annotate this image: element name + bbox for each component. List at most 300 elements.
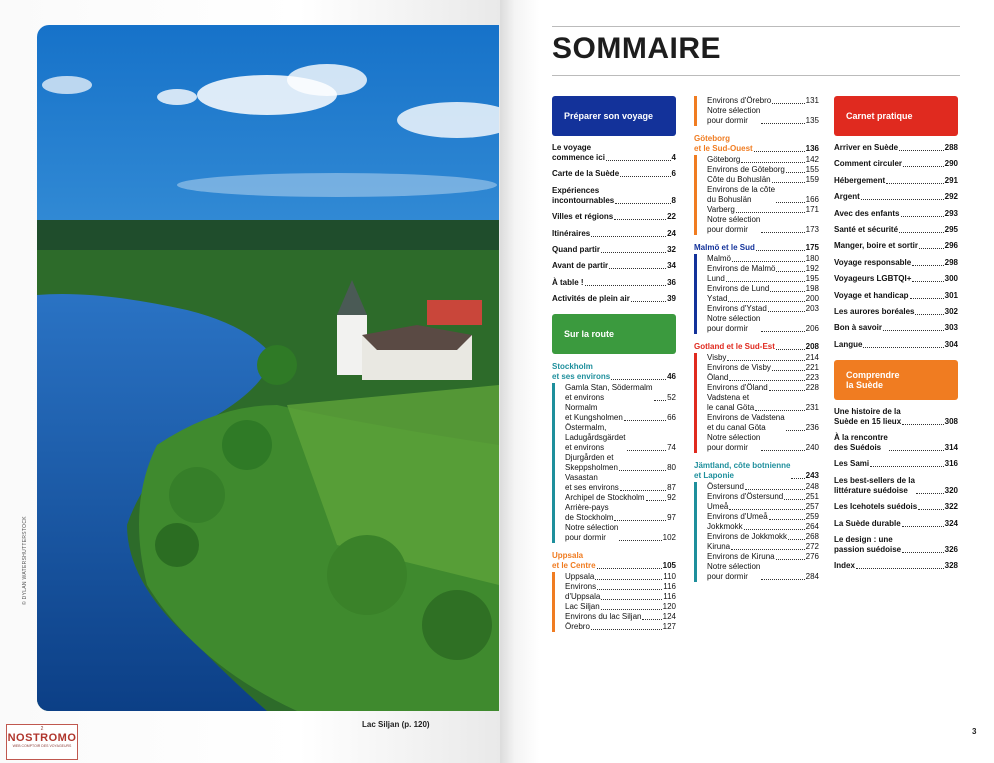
toc-entry[interactable] (707, 393, 819, 413)
toc-entry-title: Carte de la Suède (552, 169, 620, 179)
dot-leader (761, 123, 804, 124)
toc-entry[interactable] (834, 291, 958, 301)
toc-entry-page: 251 (805, 492, 819, 501)
dot-leader (791, 478, 804, 479)
toc-entry[interactable] (565, 612, 676, 622)
toc-entry[interactable] (834, 159, 958, 169)
section-heading-page: 243 (805, 471, 819, 480)
section-heading-page: 136 (805, 144, 819, 153)
toc-entry[interactable] (552, 212, 676, 222)
section-subentries (552, 383, 676, 543)
cover-photo-lake-siljan (37, 25, 499, 711)
toc-entry-page: 24 (667, 228, 676, 238)
dot-leader (620, 490, 666, 491)
toc-entry-title: À table ! (552, 277, 584, 287)
toc-entry-title: Comment circuler (834, 159, 903, 169)
toc-entry[interactable] (707, 165, 819, 175)
section-subentries (694, 155, 819, 235)
toc-entry-page: 22 (667, 212, 676, 222)
toc-entry[interactable] (565, 592, 676, 602)
toc-entry[interactable] (707, 215, 819, 235)
dot-leader (729, 509, 804, 510)
toc-entry[interactable] (565, 602, 676, 612)
dot-leader (620, 176, 670, 177)
toc-entry-title: Environs de Jokkmokk (707, 532, 788, 541)
toc-entry-title: Une histoire de la Suède en 15 lieux (834, 406, 902, 426)
dot-leader (756, 250, 805, 251)
toc-entry-title: Avec des enfants (834, 208, 900, 218)
toc-entry-title: Santé et sécurité (834, 224, 899, 234)
toc-entry-title: La Suède durable (834, 518, 901, 528)
toc-entry[interactable] (552, 245, 676, 255)
toc-entry-title: Notre sélection pour dormir (707, 215, 761, 234)
dot-leader (591, 629, 662, 630)
dot-leader (761, 450, 804, 451)
toc-entry[interactable] (834, 274, 958, 284)
toc-entry-title: Notre sélection pour dormir (707, 433, 761, 452)
dot-leader (856, 568, 944, 569)
toc-entry-page: 171 (805, 205, 819, 214)
toc-entry[interactable] (707, 304, 819, 314)
toc-entry[interactable] (707, 96, 819, 106)
toc-entry-title: Malmö (707, 254, 732, 263)
banner-preparer: Préparer son voyage (552, 96, 676, 136)
dot-leader (744, 529, 805, 530)
toc-entry-page: 195 (805, 274, 819, 283)
toc-entry[interactable] (834, 258, 958, 268)
section-heading[interactable] (552, 362, 676, 382)
toc-entry-page: 221 (805, 363, 819, 372)
toc-entry[interactable] (565, 503, 676, 523)
toc-entry-title: Uppsala (565, 572, 595, 582)
toc-entry[interactable] (834, 535, 958, 555)
toc-section-uppsala (552, 551, 676, 632)
toc-entry-page: 97 (667, 513, 676, 523)
dot-leader (889, 450, 944, 451)
toc-entry-page: 34 (667, 261, 676, 271)
toc-entry-title: Normalm et Kungsholmen (565, 403, 623, 423)
toc-entry-title: Voyage et handicap (834, 290, 909, 300)
dot-leader (614, 219, 666, 220)
toc-entry-page: 173 (805, 225, 819, 234)
toc-entry-page: 127 (662, 622, 676, 632)
dot-leader (601, 599, 662, 600)
toc-entry-title: Öland (707, 373, 729, 382)
dot-leader (601, 252, 666, 253)
toc-entry[interactable] (707, 205, 819, 215)
dot-leader (727, 360, 804, 361)
toc-column-1 (552, 96, 676, 632)
toc-list-comprendre (834, 407, 958, 572)
toc-entry-title: Vadstena et le canal Göta (707, 393, 755, 412)
toc-entry-title: Bon à savoir (834, 323, 883, 333)
toc-entry-title: Notre sélection pour dormir (707, 106, 761, 125)
dot-leader (609, 268, 666, 269)
toc-entry-title: Côte du Bohuslän (707, 175, 771, 184)
dot-leader (591, 236, 666, 237)
toc-entry-page: 295 (944, 224, 958, 234)
toc-entry[interactable] (707, 175, 819, 185)
toc-entry-title: Manger, boire et sortir (834, 241, 919, 251)
toc-entry[interactable] (834, 519, 958, 529)
toc-entry-page: 257 (805, 502, 819, 511)
toc-entry[interactable] (707, 314, 819, 334)
toc-entry-title: Environs de Visby (707, 363, 771, 372)
toc-entry-title: Index (834, 561, 855, 571)
dot-leader (903, 166, 944, 167)
toc-entry[interactable] (552, 278, 676, 288)
toc-entry-title: Notre sélection pour dormir (707, 562, 761, 581)
dot-leader (606, 160, 671, 161)
toc-entry-title: Umeå (707, 502, 729, 511)
toc-entry-page: 290 (944, 159, 958, 169)
toc-entry-page: 291 (944, 175, 958, 185)
dot-leader (761, 331, 804, 332)
toc-entry-title: Jokkmokk (707, 522, 743, 531)
toc-entry[interactable] (565, 572, 676, 582)
toc-entry-page: 328 (944, 561, 958, 571)
dot-leader (728, 301, 804, 302)
toc-entry[interactable] (565, 473, 676, 493)
page-title: SOMMAIRE (552, 32, 721, 65)
toc-entry[interactable] (707, 562, 819, 582)
toc-entry-page: 102 (662, 533, 676, 543)
toc-entry-page: 203 (805, 304, 819, 313)
toc-entry-page: 326 (944, 545, 958, 555)
toc-entry-page: 52 (667, 393, 676, 403)
dot-leader (761, 232, 804, 233)
toc-entry[interactable] (707, 106, 819, 126)
toc-entry-title: Environs de Lund (707, 284, 770, 293)
toc-entry-page: 314 (944, 443, 958, 453)
toc-entry[interactable] (552, 169, 676, 179)
toc-entry-page: 200 (805, 294, 819, 303)
toc-entry[interactable] (834, 561, 958, 571)
toc-entry-page: 155 (805, 165, 819, 174)
toc-entry[interactable] (707, 373, 819, 383)
dot-leader (912, 281, 943, 282)
dot-leader (595, 579, 662, 580)
toc-entry-page: 292 (944, 192, 958, 202)
toc-entry[interactable] (834, 192, 958, 202)
toc-entry[interactable] (834, 209, 958, 219)
dot-leader (916, 493, 944, 494)
toc-entry-page: 87 (667, 483, 676, 493)
toc-entry-page: 120 (662, 602, 676, 612)
toc-section-malmo (694, 243, 819, 334)
dot-leader (899, 150, 944, 151)
toc-entry[interactable] (552, 261, 676, 271)
dot-leader (585, 285, 667, 286)
toc-entry-title: Le design : une passion suédoise (834, 535, 902, 555)
section-heading-page: 46 (667, 372, 676, 382)
toc-entry-title: Langue (834, 339, 863, 349)
toc-entry[interactable] (707, 522, 819, 532)
toc-entry[interactable] (707, 502, 819, 512)
dot-leader (918, 509, 944, 510)
toc-entry[interactable] (834, 323, 958, 333)
dot-leader (910, 298, 944, 299)
dot-leader (611, 379, 666, 380)
toc-entry-page: 304 (944, 339, 958, 349)
toc-entry-title: Örebro (565, 622, 590, 632)
toc-entry-page: 116 (663, 592, 676, 602)
toc-entry-page: 276 (805, 552, 819, 561)
toc-entry-title: Varberg (707, 205, 735, 214)
logo-tagline: WEB COMPTOIR DES VOYAGEURS (12, 744, 72, 748)
toc-entry-page: 322 (944, 502, 958, 512)
toc-section-jamtland (694, 461, 819, 582)
toc-entry[interactable] (565, 383, 676, 403)
toc-entry-title: Environs (565, 582, 597, 592)
toc-entry-title: Gamla Stan, Södermalm et environs (565, 383, 653, 403)
toc-entry-title: Östermalm, Ladugårdsgärdet et environs (565, 423, 626, 453)
toc-column-2 (694, 96, 819, 582)
section-heading-title: Stockholm et ses environs (552, 362, 611, 382)
toc-entry[interactable] (707, 264, 819, 274)
dot-leader (627, 450, 667, 451)
toc-entry-title: Les aurores boréales (834, 306, 915, 316)
toc-entry[interactable] (565, 523, 676, 543)
toc-entry-page: 80 (667, 463, 676, 473)
toc-entry[interactable] (834, 241, 958, 251)
toc-entry-page: 316 (944, 459, 958, 469)
dot-leader (597, 568, 662, 569)
dot-leader (745, 489, 805, 490)
toc-entry-title: Voyage responsable (834, 257, 912, 267)
toc-continued-list (694, 96, 819, 126)
toc-entry[interactable] (707, 155, 819, 165)
title-bar (552, 26, 960, 76)
toc-entry[interactable] (834, 307, 958, 317)
section-subentries (694, 353, 819, 453)
dot-leader (863, 347, 943, 348)
dot-leader (912, 265, 943, 266)
section-heading[interactable] (694, 243, 819, 253)
section-heading[interactable] (694, 342, 819, 352)
dot-leader (614, 520, 666, 521)
toc-entry-page: 301 (944, 290, 958, 300)
dot-leader (654, 400, 667, 401)
dot-leader (776, 202, 805, 203)
dot-leader (755, 410, 805, 411)
dot-leader (624, 420, 666, 421)
toc-list-carnet (834, 143, 958, 350)
toc-entry[interactable] (552, 294, 676, 304)
toc-entry-page: 284 (805, 572, 819, 581)
toc-entry[interactable] (552, 186, 676, 206)
dot-leader (786, 172, 805, 173)
toc-entry[interactable] (707, 254, 819, 264)
toc-entry-page: 36 (667, 277, 676, 287)
toc-entry-page: 206 (805, 324, 819, 333)
toc-entry[interactable] (707, 284, 819, 294)
toc-entry-page: 135 (805, 116, 819, 125)
left-page-number: 2 (40, 726, 44, 732)
dot-leader (741, 162, 804, 163)
toc-entry[interactable] (707, 532, 819, 542)
toc-entry-page: 92 (667, 493, 676, 503)
toc-entry-page: 39 (667, 294, 676, 304)
toc-entry-title: Notre sélection pour dormir (565, 523, 619, 543)
section-subentries (552, 572, 676, 632)
toc-entry[interactable] (707, 294, 819, 304)
dot-leader (902, 552, 944, 553)
toc-entry-page: 288 (944, 143, 958, 152)
toc-entry[interactable] (707, 383, 819, 393)
dot-leader (915, 314, 943, 315)
toc-entry-page: 116 (663, 582, 676, 592)
section-heading-title: Gotland et le Sud-Est (694, 342, 775, 351)
toc-entry[interactable] (707, 274, 819, 284)
toc-entry[interactable] (552, 143, 676, 163)
dot-leader (919, 248, 944, 249)
toc-entry-title: Environs d'Östersund (707, 492, 784, 501)
toc-entry-title: Ystad (707, 294, 728, 303)
toc-entry[interactable] (707, 363, 819, 373)
toc-entry[interactable] (565, 493, 676, 503)
section-heading[interactable] (694, 461, 819, 481)
toc-entry[interactable] (565, 423, 676, 453)
toc-entry-title: Environs de Vadstena et du canal Göta (707, 413, 785, 432)
toc-entry-title: Itinéraires (552, 228, 591, 238)
toc-entry-page: 248 (805, 482, 819, 491)
nostromo-logo (6, 724, 78, 760)
dot-leader (754, 151, 805, 152)
section-heading[interactable] (552, 551, 676, 571)
toc-entry-page: 214 (805, 353, 819, 362)
section-heading-page: 105 (662, 561, 676, 571)
toc-list-preparer (552, 143, 676, 304)
dot-leader (776, 349, 805, 350)
toc-entry-title: Environs d'Ystad (707, 304, 767, 313)
dot-leader (769, 519, 805, 520)
toc-entry-page: 180 (805, 254, 819, 263)
toc-column-3 (834, 96, 958, 578)
toc-entry-page: 66 (667, 413, 676, 423)
toc-entry-page: 236 (805, 423, 819, 432)
toc-entry[interactable] (565, 582, 676, 592)
toc-entry[interactable] (834, 433, 958, 453)
toc-entry-title: Les Sami (834, 459, 870, 469)
toc-entry-title: Kiruna (707, 542, 731, 551)
toc-entry[interactable] (707, 542, 819, 552)
toc-entry-page: 268 (805, 532, 819, 541)
toc-entry-title: Argent (834, 192, 860, 202)
dot-leader (772, 103, 804, 104)
toc-entry[interactable] (707, 482, 819, 492)
toc-entry-page: 223 (805, 373, 819, 382)
section-heading-title: Uppsala et le Centre (552, 551, 596, 571)
toc-entry[interactable] (707, 512, 819, 522)
toc-entry-page: 296 (944, 241, 958, 251)
toc-entry-title: Visby (707, 353, 727, 362)
toc-entry-title: Notre sélection pour dormir (707, 314, 761, 333)
toc-entry-title: Environs d'Örebro (707, 96, 772, 105)
toc-entry-page: 8 (671, 195, 676, 205)
toc-entry[interactable] (834, 502, 958, 512)
toc-entry[interactable] (834, 340, 958, 350)
toc-entry-page: 240 (805, 443, 819, 452)
toc-entry[interactable] (707, 185, 819, 205)
toc-entry-page: 298 (944, 257, 958, 267)
dot-leader (768, 311, 805, 312)
toc-entry-page: 228 (805, 383, 819, 392)
toc-entry[interactable] (834, 225, 958, 235)
toc-entry[interactable] (707, 353, 819, 363)
toc-entry[interactable] (707, 552, 819, 562)
dot-leader (902, 526, 944, 527)
toc-entry-title: Hébergement (834, 175, 886, 185)
dot-leader (732, 261, 805, 262)
toc-entry-page: 320 (944, 485, 958, 495)
toc-entry-title: Göteborg (707, 155, 741, 164)
toc-entry-page: 192 (805, 264, 819, 273)
dot-leader (631, 301, 666, 302)
toc-entry[interactable] (834, 176, 958, 186)
dot-leader (772, 182, 805, 183)
toc-entry-title: Arriver en Suède (834, 143, 899, 152)
toc-entry-page: 32 (667, 244, 676, 254)
dot-leader (619, 470, 666, 471)
dot-leader (784, 499, 804, 500)
toc-entry[interactable] (565, 403, 676, 423)
toc-entry-title: À la rencontre des Suédois (834, 433, 888, 453)
toc-entry-page: 300 (944, 274, 958, 284)
toc-entry-page: 131 (805, 96, 819, 105)
toc-entry-title: Environs d'Umeå (707, 512, 768, 521)
dot-leader (601, 609, 662, 610)
toc-entry-title: Les best-sellers de la littérature suédoise (834, 475, 915, 495)
toc-entry-page: 166 (805, 195, 819, 204)
section-heading-title: Göteborg et le Sud-Ouest (694, 134, 753, 153)
toc-entry-title: Environs de la côte du Bohuslän (707, 185, 776, 204)
toc-entry[interactable] (834, 143, 958, 153)
toc-entry[interactable] (707, 413, 819, 433)
toc-entry[interactable] (565, 453, 676, 473)
toc-entry-page: 308 (944, 416, 958, 426)
toc-entry[interactable] (707, 492, 819, 502)
toc-entry[interactable] (834, 476, 958, 496)
dot-leader (646, 500, 667, 501)
toc-entry[interactable] (707, 433, 819, 453)
toc-section-stockholm (552, 362, 676, 543)
toc-entry-title: Environs de Kiruna (707, 552, 775, 561)
logo-name: NOSTROMO (7, 732, 77, 744)
toc-entry[interactable] (834, 459, 958, 469)
dot-leader (788, 539, 805, 540)
toc-entry-page: 142 (805, 155, 819, 164)
right-page-number: 3 (972, 727, 977, 736)
toc-entry-page: 264 (805, 522, 819, 531)
dot-leader (615, 203, 670, 204)
toc-entry[interactable] (552, 229, 676, 239)
dot-leader (776, 271, 804, 272)
photo-credit: © DYLAN WATERSHUTTERSTOCK (22, 516, 28, 605)
toc-entry[interactable] (565, 622, 676, 632)
dot-leader (902, 424, 944, 425)
toc-entry-title: Östersund (707, 482, 744, 491)
section-heading[interactable] (694, 134, 819, 154)
toc-entry-title: Le voyage commence ici (552, 143, 605, 162)
toc-entry-title: Activités de plein air (552, 294, 630, 304)
dot-leader (861, 199, 944, 200)
toc-entry-page: 272 (805, 542, 819, 551)
toc-entry-page: 159 (805, 175, 819, 184)
toc-entry-page: 302 (944, 306, 958, 316)
dot-leader (786, 430, 805, 431)
toc-entry[interactable] (834, 407, 958, 427)
